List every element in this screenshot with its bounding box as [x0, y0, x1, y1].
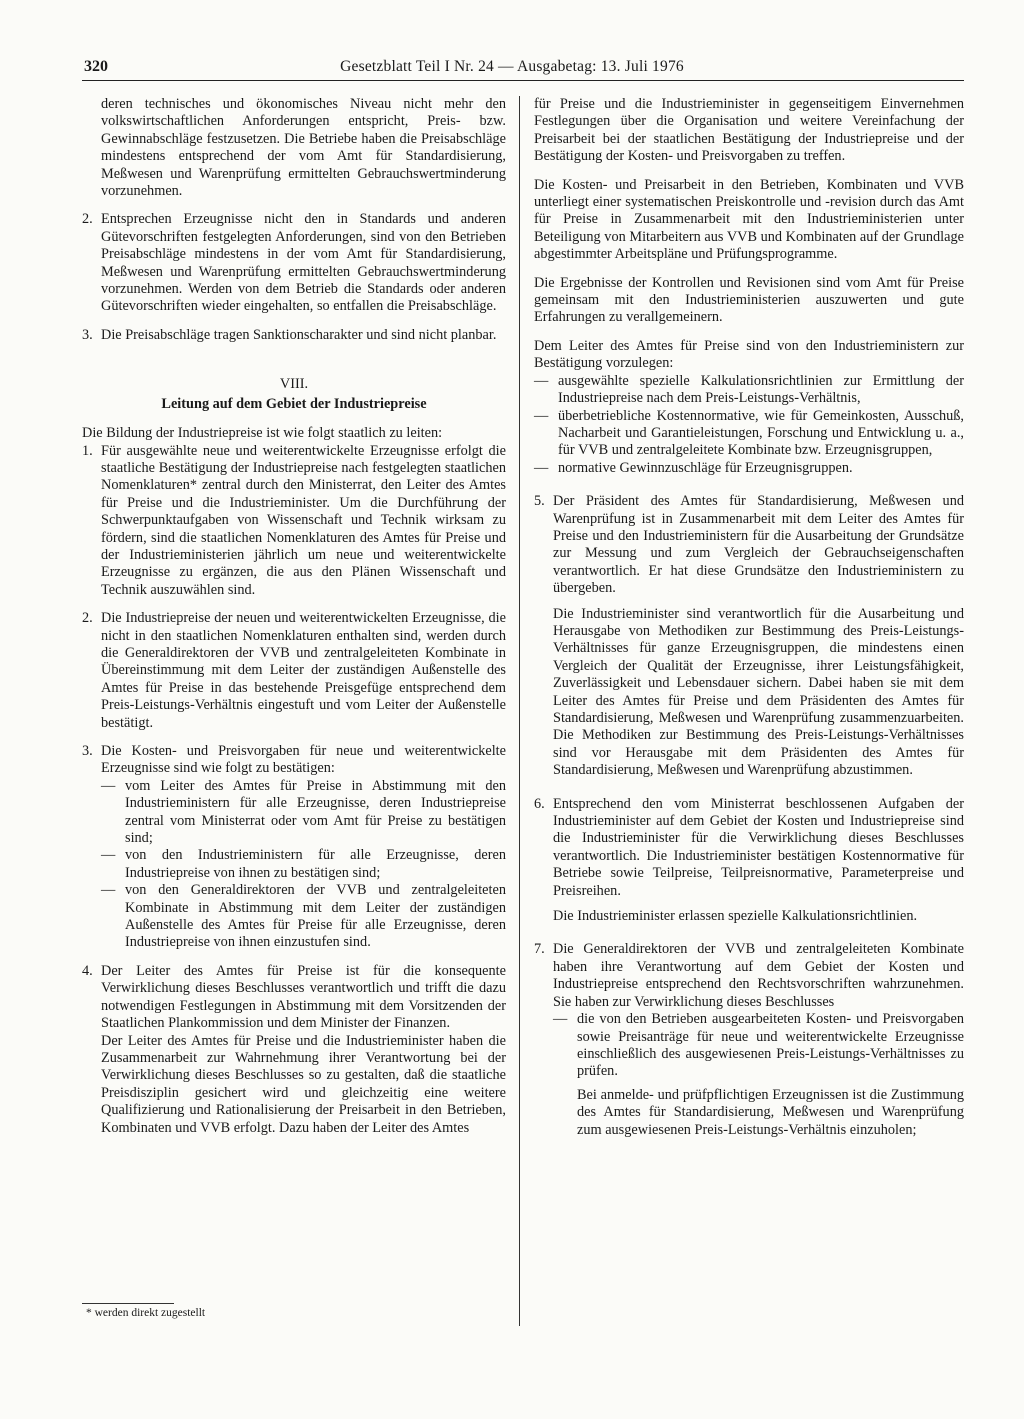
item-text: Entsprechen Erzeugnisse nicht den in Standards und anderen Gütevorschriften festgelegten Anforderungen, sind von den Betrieben Preisabschläge mindestens in der vom Amt für Standardisierung, Meßwesen und Warenprüfung ermittelten Gebrauchswertminderung vorzunehmen. Werden von dem Betrieb die Standards oder anderen Gütevorschriften wieder eingehalten, so entfallen die Preisabschläge. [101, 211, 506, 315]
item-text-continued: Der Leiter des Amtes für Preise und die Industrieminister haben die Zusammenarbeit zur Wahrnehmung ihrer Verantwortung bei der Verwirklichung dieses Beschlusses so zu gestalten, daß die staatliche Preisdisziplin gesichert wird und gleichzeitig eine weitere Qualifizierung und Rationalisierung der Preisarbeit in den Betrieben, Kombinaten und VVB erfolgt. Dazu haben der Leiter des Amtes [101, 1032, 506, 1136]
list-item-2 [82, 610, 506, 732]
list-item-7 [534, 941, 964, 1138]
dash-text: von den Industrieministern für alle Erzeugnisse, deren Industriepreise von ihnen zu bestätigen sind; [125, 847, 506, 881]
item-text: Für ausgewählte neue und weiterentwickelte Erzeugnisse erfolgt die staatliche Bestätigung der Industriepreise nach festgelegten staatlichen Nomenklaturen* zentral durch den Ministerrat, den Leiter des Amtes für Preise und die Industrieminister. Um die Durchführung der Schwerpunktaufgaben von Wissenschaft und Technik wirksam zu fördern, sind die staatlichen Nomenklaturen des Amtes für Preise und der Industrieministerien jährlich um neue und weiterentwickelte Erzeugnisse zu ergänzen, die aus den Plänen Wissenschaft und Technik auszuwählen sind. [101, 442, 506, 598]
item-text: Der Präsident des Amtes für Standardisierung, Meßwesen und Warenprüfung ist in Zusammenarbeit mit dem Leiter des Amtes für Preise und den Industrieministern für die Ausarbeitung der Grundsätze zur Messung und zum Vergleich der Gebrauchseigenschaften verantwortlich. Er hat diese Grundsätze den Industrieministern zu übergeben. [553, 493, 964, 597]
list-item-1 [82, 443, 506, 600]
dash-text: von den Generaldirektoren der VVB und zentralgeleiteten Kombinate in Abstimmung mit dem Leiter der zuständigen Außenstelle des Amtes für Preise für alle Erzeugnisse, deren Industriepreise von ihnen einzustufen sind. [125, 882, 506, 951]
continued-paragraph: deren technisches und ökonomisches Niveau nicht mehr den volkswirtschaftlichen Anforderungen entspricht, Preis- bzw. Gewinnabschläge festzusetzen. Die Betriebe haben die Preisabschläge mindestens entsprechend der vom Amt für Standardisierung, Meßwesen und Warenprüfung ermittelten Gebrauchswertminderung vorzunehmen. [101, 96, 506, 200]
list-item-2 [82, 211, 506, 315]
dash: — [534, 459, 549, 476]
item-number: 6. [534, 795, 545, 812]
column-divider [519, 96, 520, 1326]
dash-text: vom Leiter des Amtes für Preise in Abstimmung mit den Industrieministern für alle Erzeugnisse, deren Industriepreise zentral vom Ministerrat oder vom Amt für Preise zu bestätigen sind; [125, 777, 506, 847]
item-text: Die Industriepreise der neuen und weiterentwickelten Erzeugnisse, die nicht in den staatlichen Nomenklaturen enthalten sind, werden durch die Generaldirektoren der VVB und zentralgeleiteten Kombinate in Übereinstimmung mit dem Leiter der zuständigen Außenstelle des Amtes für Preise in das bestehende Preisgefüge entsprechend dem Preis-Leistungs-Verhältnis eingestuft und vom Leiter der Außenstelle bestätigt. [101, 610, 506, 731]
item-number: 1. [82, 442, 93, 459]
item-number: 2. [82, 610, 93, 627]
dash-item [534, 460, 964, 477]
dash-item [534, 408, 964, 460]
item-text: Der Leiter des Amtes für Preise ist für die konsequente Verwirklichung dieses Beschlusses verantwortlich und trifft die dazu notwendigen Festlegungen in Abstimmung mit dem Vorsitzenden der Staatlichen Plankommission und dem Minister der Finanzen. [101, 962, 506, 1032]
dash-item [101, 847, 506, 882]
item-text-continued: Die Industrieminister sind verantwortlich für die Ausarbeitung und Herausgabe von Methodiken zur Bestimmung des Preis-Leistungs-Verhältnisses für ganze Erzeugnisgruppen, die mindestens einen Vergleich der Qualität der Erzeugnisse, ihrer Leistungsfähigkeit, Zuverlässigkeit und Lebensdauer sichern. Dabei haben sie mit dem Leiter des Amtes für Preise und dem Präsidenten des Amtes für Standardisierung, Meßwesen und Warenprüfung zusammenzuarbeiten. Die Methodiken zur Bestimmung des Preis-Leistungs-Verhältnisses sind vor Herausgabe mit dem Präsidenten des Amtes für Standardisierung, Meßwesen und Warenprüfung abzustimmen. [553, 605, 964, 779]
dash: — [101, 882, 116, 899]
paragraph: Die Ergebnisse der Kontrollen und Revisionen sind vom Amt für Preise gemeinsam mit den Industrieministerien auszuwerten und gute Erfahrungen zu verallgemeinern. [534, 274, 964, 326]
item-number: 4. [82, 962, 93, 979]
left-column [82, 96, 506, 1137]
page-number: 320 [84, 58, 108, 75]
dash: — [553, 1011, 568, 1028]
dash-item [101, 882, 506, 952]
paragraph: Dem Leiter des Amtes für Preise sind von den Industrieministern zur Bestätigung vorzulegen: [534, 337, 964, 372]
dash: — [101, 847, 116, 864]
dash-item [553, 1011, 964, 1139]
item-number: 5. [534, 493, 545, 510]
list-item-4 [82, 963, 506, 1137]
item-number: 3. [82, 743, 93, 759]
dash-item [101, 778, 506, 848]
list-item-3 [82, 743, 506, 952]
footnote-rule [82, 1303, 174, 1304]
dash: — [534, 372, 549, 389]
item-number: 2. [82, 211, 93, 228]
item-text: Entsprechend den vom Ministerrat beschlossenen Aufgaben der Industrieminister auf dem Gebiet der Kosten und Industriepreise sind die Industrieminister für die Verwirklichung dieses Beschlusses verantwortlich. Die Industrieminister bestätigen Kostennormative für Betriebe sowie Teilpreise, Teilpreisnormative, Parameterpreise und Preisreihen. [553, 795, 964, 899]
item-number: 7. [534, 941, 545, 958]
dash-text: die von den Betrieben ausgearbeiteten Kosten- und Preisvorgaben sowie Preisanträge für neue und weiterentwickelte Erzeugnisse einschließlich des ausgewiesenen Preis-Leistungs-Verhältnisses zu prüfen. [577, 1011, 964, 1080]
list-item-5 [534, 493, 964, 780]
right-column [534, 96, 964, 1139]
dash-text: normative Gewinnzuschläge für Erzeugnisgruppen. [558, 459, 853, 476]
list-item-6 [534, 796, 964, 926]
item-number: 3. [82, 326, 93, 343]
header-rule [82, 80, 964, 81]
dash-text: ausgewählte spezielle Kalkulationsrichtlinien zur Ermittlung der Industriepreise nach dem Preis-Leistungs-Verhältnis, [558, 372, 964, 407]
section-title: Leitung auf dem Gebiet der Industriepreise [161, 395, 427, 412]
footnote: * werden direkt zugestellt [86, 1307, 206, 1319]
item-text-continued: Die Industrieminister erlassen spezielle Kalkulationsrichtlinien. [553, 908, 918, 925]
dash-text-continued: Bei anmelde- und prüfpflichtigen Erzeugnissen ist die Zustimmung des Amtes für Standardisierung, Meßwesen und Warenprüfung zum ausgewiesenen Preis-Leistungs-Verhältnis einzuholen; [577, 1086, 964, 1138]
running-head: Gesetzblatt Teil I Nr. 24 — Ausgabetag: 13. Juli 1976 [340, 58, 684, 75]
continued-paragraph: für Preise und die Industrieminister in gegenseitigem Einvernehmen Festlegungen über die Organisation und weitere Vereinfachung der Preisarbeit bei der staatlichen Bestätigung der Industriepreise und der Bestätigung der Kosten- und Preisvorgaben zu treffen. [534, 96, 964, 165]
section-intro: Die Bildung der Industriepreise ist wie folgt staatlich zu leiten: [82, 425, 443, 442]
section-number: VIII. [279, 376, 309, 393]
dash-item [534, 373, 964, 408]
dash: — [101, 777, 116, 794]
list-item-3 [82, 327, 506, 344]
dash: — [534, 407, 549, 424]
paragraph: Die Kosten- und Preisarbeit in den Betrieben, Kombinaten und VVB unterliegt einer systematischen Preiskontrolle und -revision durch das Amt für Preise in Zusammenarbeit mit den Industrieministerien unter Beteiligung von Mitarbeitern aus VVB und Kombinaten auf der Grundlage abgestimmter Arbeitspläne und Prüfungsprogramme. [534, 176, 964, 263]
item-text: Die Preisabschläge tragen Sanktionscharakter und sind nicht planbar. [101, 326, 497, 343]
dash-text: überbetriebliche Kostennormative, wie für Gemeinkosten, Ausschuß, Nacharbeit und Garantieleistungen, Forschung und Entwicklung u. a., für VVB und zentralgeleitete Kombinate bzw. Erzeugnisgruppen, [558, 407, 964, 459]
item-text: Die Kosten- und Preisvorgaben für neue und weiterentwickelte Erzeugnisse sind wie folgt zu bestätigen: [101, 743, 506, 777]
item-text: Die Generaldirektoren der VVB und zentralgeleiteten Kombinate haben ihre Verantwortung auf dem Gebiet der Kosten und Industriepreise entsprechend den Rechtsvorschriften wahrzunehmen. Sie haben zur Verwirklichung dieses Beschlusses [553, 941, 964, 1010]
